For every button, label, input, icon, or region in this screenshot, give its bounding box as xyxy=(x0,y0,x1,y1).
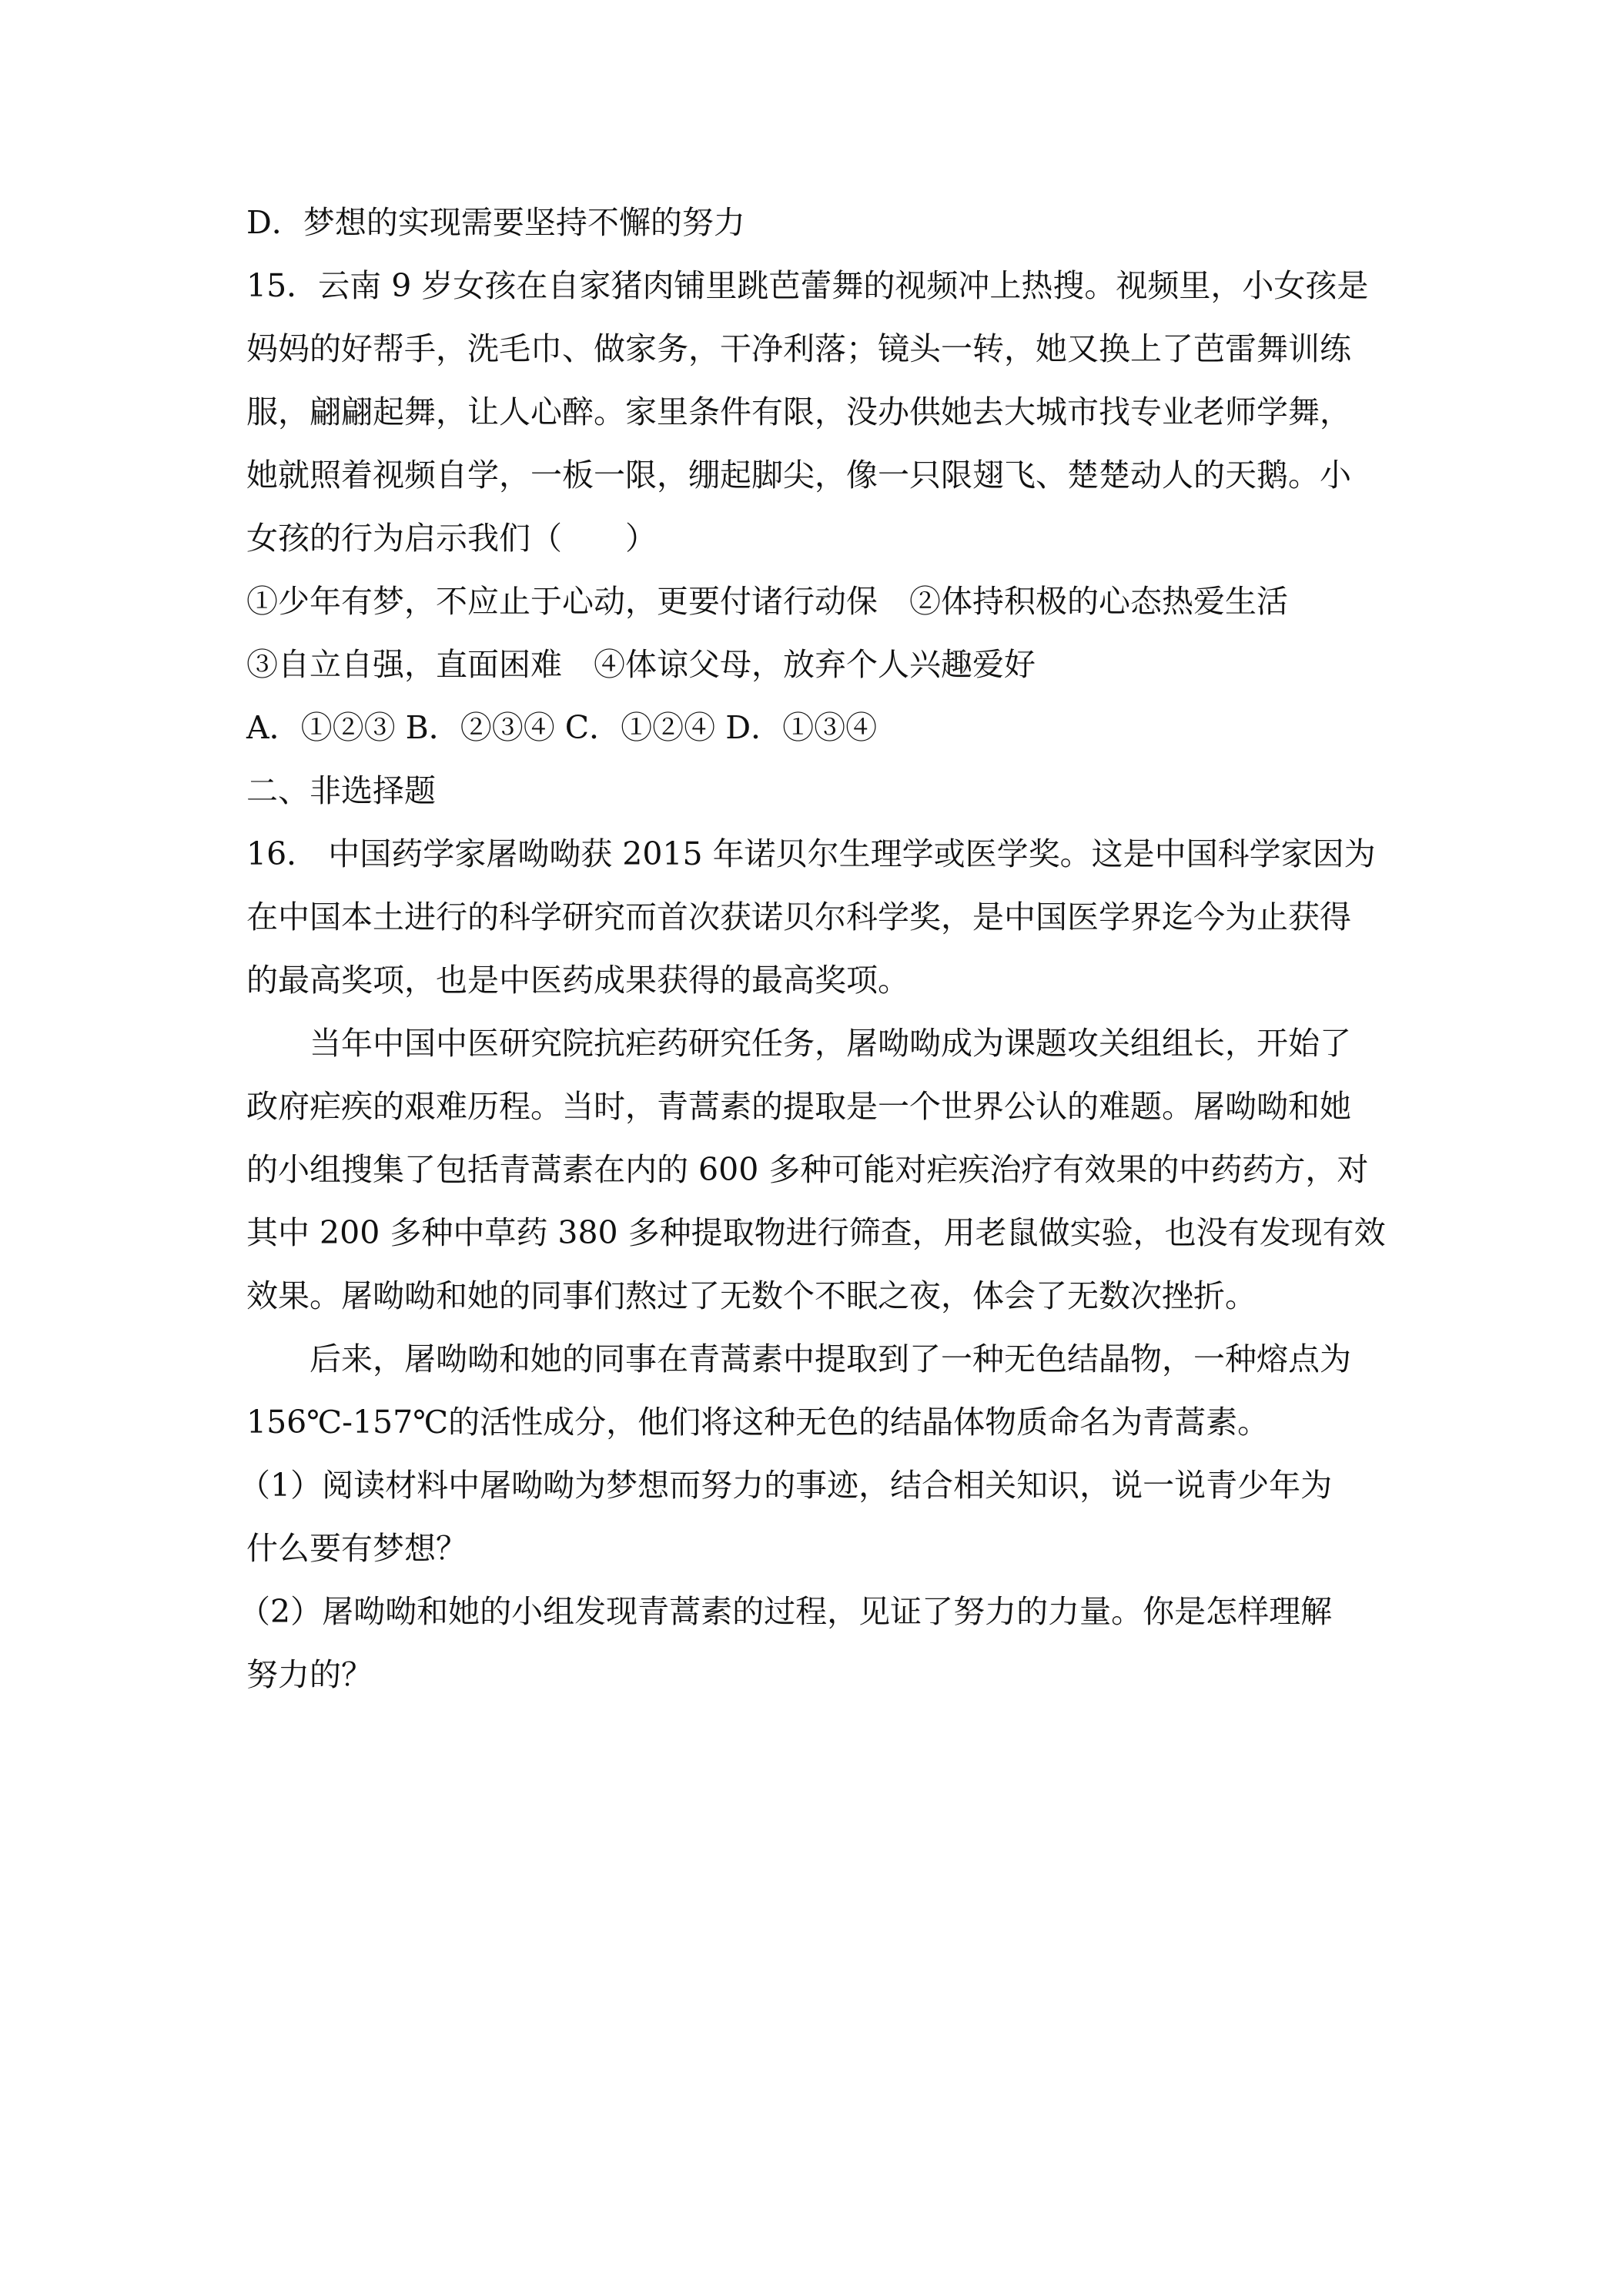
q15-statements-2: ③自立自强，直面困难 ④体谅父母，放弃个人兴趣爱好 xyxy=(246,646,1036,683)
q14-option-d: D．梦想的实现需要坚持不懈的努力 xyxy=(246,204,745,241)
question-15 xyxy=(246,254,1394,759)
q15-statements-1: ①少年有梦，不应止于心动，更要付诸行动保 ②体持积极的心态热爱生活 xyxy=(246,583,1288,620)
q16-para3-line: 156℃-157℃的活性成分，他们将这种无色的结晶体物质命名为青蒿素。 xyxy=(246,1404,1270,1441)
q16-para2-line: 的小组搜集了包括青蒿素在内的 600 多种可能对疟疾治疗有效果的中药药方，对 xyxy=(246,1151,1369,1188)
q16-para1-line: 在中国本土进行的科学研究而首次获诺贝尔科学奖，是中国医学界迄今为止获得 xyxy=(246,899,1351,935)
q15-stem-line: 15．云南 9 岁女孩在自家猪肉铺里跳芭蕾舞的视频冲上热搜。视频里，小女孩是 xyxy=(246,267,1369,304)
q16-para3-line: 后来，屠呦呦和她的同事在青蒿素中提取到了一种无色结晶物，一种熔点为 xyxy=(310,1340,1351,1377)
q16-para1-line: 16． 中国药学家屠呦呦获 2015 年诺贝尔生理学或医学奖。这是中国科学家因为 xyxy=(246,835,1376,872)
section-title: 二、非选择题 xyxy=(246,772,436,809)
question-16 xyxy=(239,822,1394,1706)
q16-para2-line: 当年中国中医研究院抗疟药研究任务，屠呦呦成为课题攻关组组长，开始了 xyxy=(310,1025,1351,1062)
q15-options: A．①②③ B．②③④ C．①②④ D．①③④ xyxy=(246,709,878,746)
q15-stem-line: 妈妈的好帮手，洗毛巾、做家务，干净利落；镜头一转，她又换上了芭雷舞训练 xyxy=(246,330,1351,367)
q16-para2-line: 其中 200 多种中草药 380 多种提取物进行筛查，用老鼠做实验，也没有发现有效 xyxy=(246,1214,1386,1251)
q16-sub1-line: （1）阅读材料中屠呦呦为梦想而努力的事迹，结合相关知识，说一说青少年为 xyxy=(239,1467,1333,1504)
q16-sub1-line: 什么要有梦想？ xyxy=(246,1530,467,1567)
document-page xyxy=(239,191,1394,1706)
q15-stem-line: 她就照着视频自学，一板一限，绷起脚尖，像一只限翅飞、楚楚动人的天鹅。小 xyxy=(246,457,1351,494)
q16-sub2-line: 努力的？ xyxy=(246,1656,373,1693)
q16-para1-line: 的最高奖项，也是中医药成果获得的最高奖项。 xyxy=(246,962,909,999)
q16-para2-line: 效果。屠呦呦和她的同事们熬过了无数个不眠之夜，体会了无数次挫折。 xyxy=(246,1277,1257,1314)
q16-para2-line: 政府疟疾的艰难历程。当时，青蒿素的提取是一个世界公认的难题。屠呦呦和她 xyxy=(246,1088,1351,1125)
q16-sub2-line: （2）屠呦呦和她的小组发现青蒿素的过程，见证了努力的力量。你是怎样理解 xyxy=(239,1593,1333,1630)
q15-stem-line: 服，翩翩起舞，让人心醉。家里条件有限，没办供她去大城市找专业老师学舞， xyxy=(246,393,1351,430)
q15-stem-line: 女孩的行为启示我们（ ） xyxy=(246,520,657,557)
